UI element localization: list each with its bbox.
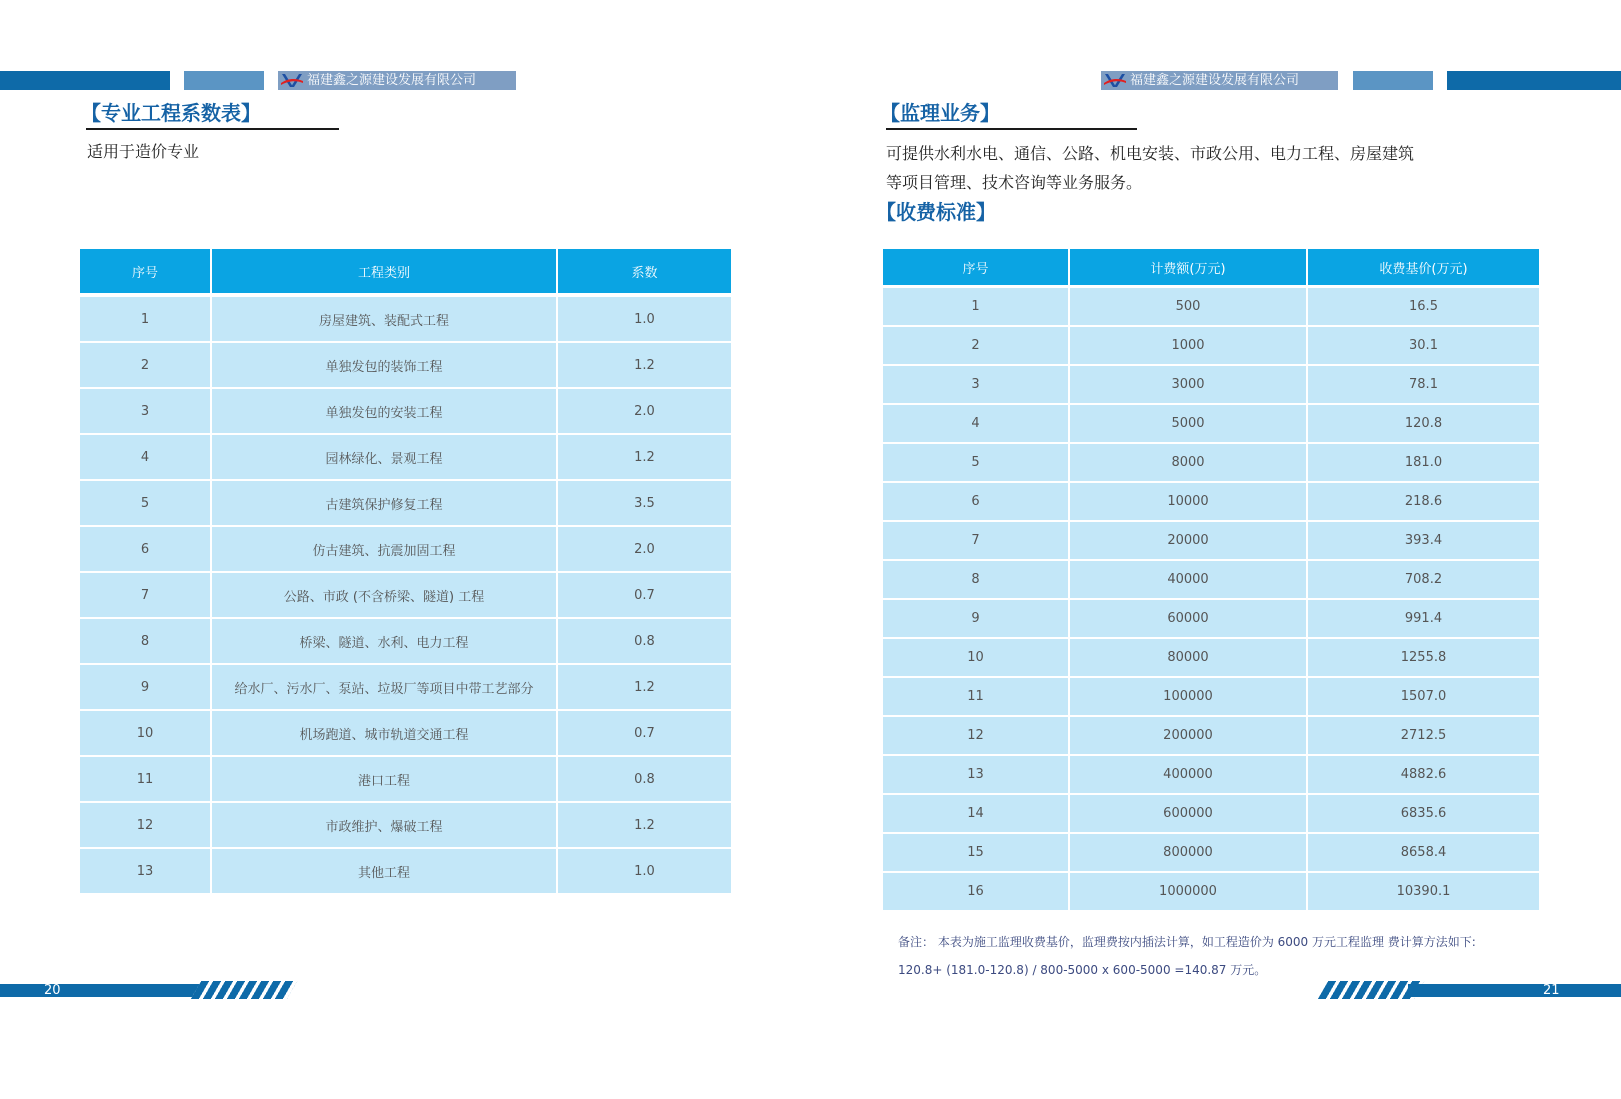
cell-coefficient: 2.0 [557, 526, 731, 572]
cell-index: 10 [883, 638, 1069, 677]
table-row [883, 872, 1539, 910]
fee-note-line2: 120.8+ (181.0-120.8) / 800-5000 x 600-5000 =140.87 万元。 [898, 963, 1267, 977]
cell-base-price: 2712.5 [1307, 716, 1539, 755]
cell-category: 单独发包的装饰工程 [211, 342, 557, 388]
table-row [883, 521, 1539, 560]
cell-coefficient: 1.2 [557, 664, 731, 710]
right-section-title: 【监理业务】 [880, 101, 1000, 125]
cell-base-price: 78.1 [1307, 365, 1539, 404]
cell-category: 给水厂、污水厂、泵站、垃圾厂等项目中带工艺部分 [211, 664, 557, 710]
cell-index: 5 [883, 443, 1069, 482]
cell-index: 3 [883, 365, 1069, 404]
cell-index: 15 [883, 833, 1069, 872]
cell-category: 港口工程 [211, 756, 557, 802]
cell-base-price: 30.1 [1307, 326, 1539, 365]
left-section-title: 【专业工程系数表】 [81, 101, 261, 125]
cell-coefficient: 0.8 [557, 618, 731, 664]
table-row [883, 755, 1539, 794]
cell-base-price: 4882.6 [1307, 755, 1539, 794]
fee-table-header [883, 249, 1539, 287]
table-row [80, 664, 731, 710]
service-description-line2: 等项目管理、技术咨询等业务服务。 [886, 173, 1143, 192]
page-number-left: 20 [44, 983, 61, 998]
cell-index: 11 [80, 756, 211, 802]
cell-index: 12 [883, 716, 1069, 755]
cell-amount: 500 [1069, 287, 1307, 327]
table-row [883, 482, 1539, 521]
cell-index: 9 [80, 664, 211, 710]
table-row [883, 833, 1539, 872]
cell-base-price: 8658.4 [1307, 833, 1539, 872]
cell-index: 13 [80, 848, 211, 893]
header-bar-right-mid [1353, 71, 1433, 90]
cell-coefficient: 0.7 [557, 572, 731, 618]
company-logo-icon [280, 72, 304, 89]
table-row [80, 802, 731, 848]
left-subtitle: 适用于造价专业 [87, 142, 200, 161]
cell-index: 3 [80, 388, 211, 434]
cell-base-price: 120.8 [1307, 404, 1539, 443]
fee-header-index: 序号 [883, 249, 1069, 287]
table-row [80, 480, 731, 526]
cell-index: 16 [883, 872, 1069, 910]
coef-header-coefficient: 系数 [557, 249, 731, 295]
right-title-underline [886, 128, 1137, 130]
cell-base-price: 181.0 [1307, 443, 1539, 482]
cell-index: 1 [80, 295, 211, 342]
cell-coefficient: 3.5 [557, 480, 731, 526]
fee-note-line1: 备注： 本表为施工监理收费基价，监理费按内插法计算，如工程造价为 6000 万元工程监理 费计算方法如下: [898, 935, 1476, 949]
cell-category: 机场跑道、城市轨道交通工程 [211, 710, 557, 756]
cell-base-price: 1507.0 [1307, 677, 1539, 716]
cell-index: 13 [883, 755, 1069, 794]
table-row [80, 295, 731, 342]
table-row [80, 756, 731, 802]
cell-category: 园林绿化、景观工程 [211, 434, 557, 480]
cell-index: 2 [883, 326, 1069, 365]
cell-index: 9 [883, 599, 1069, 638]
cell-category: 公路、市政 (不含桥梁、隧道) 工程 [211, 572, 557, 618]
company-name-left: 福建鑫之源建设发展有限公司 [307, 73, 477, 88]
cell-coefficient: 2.0 [557, 388, 731, 434]
table-row [883, 638, 1539, 677]
cell-base-price: 991.4 [1307, 599, 1539, 638]
table-row [80, 342, 731, 388]
footer-stripes-left [191, 981, 297, 999]
cell-index: 2 [80, 342, 211, 388]
table-row [80, 710, 731, 756]
table-row [883, 560, 1539, 599]
table-row [883, 404, 1539, 443]
cell-coefficient: 1.0 [557, 848, 731, 893]
table-row [80, 434, 731, 480]
service-description-line1: 可提供水利水电、通信、公路、机电安装、市政公用、电力工程、房屋建筑 [886, 144, 1415, 163]
cell-amount: 60000 [1069, 599, 1307, 638]
coef-header-index: 序号 [80, 249, 211, 295]
cell-amount: 10000 [1069, 482, 1307, 521]
cell-index: 4 [883, 404, 1069, 443]
cell-amount: 5000 [1069, 404, 1307, 443]
cell-amount: 800000 [1069, 833, 1307, 872]
coefficient-table-header [80, 249, 731, 295]
cell-index: 14 [883, 794, 1069, 833]
cell-amount: 3000 [1069, 365, 1307, 404]
table-row [80, 526, 731, 572]
cell-coefficient: 0.8 [557, 756, 731, 802]
footer-bar-left [0, 984, 208, 997]
cell-amount: 8000 [1069, 443, 1307, 482]
table-row [883, 794, 1539, 833]
cell-coefficient: 0.7 [557, 710, 731, 756]
cell-index: 6 [883, 482, 1069, 521]
cell-coefficient: 1.0 [557, 295, 731, 342]
table-row [80, 618, 731, 664]
cell-coefficient: 1.2 [557, 802, 731, 848]
cell-amount: 1000 [1069, 326, 1307, 365]
cell-category: 市政维护、爆破工程 [211, 802, 557, 848]
cell-index: 6 [80, 526, 211, 572]
cell-index: 8 [80, 618, 211, 664]
header-bar-left-mid [184, 71, 264, 90]
cell-category: 古建筑保护修复工程 [211, 480, 557, 526]
cell-base-price: 6835.6 [1307, 794, 1539, 833]
cell-category: 桥梁、隧道、水利、电力工程 [211, 618, 557, 664]
table-row [883, 716, 1539, 755]
cell-index: 7 [883, 521, 1069, 560]
fee-header-amount: 计费额(万元) [1069, 249, 1307, 287]
table-row [883, 287, 1539, 327]
cell-index: 7 [80, 572, 211, 618]
cell-amount: 80000 [1069, 638, 1307, 677]
fee-header-base-price: 收费基价(万元) [1307, 249, 1539, 287]
cell-index: 8 [883, 560, 1069, 599]
table-row [80, 388, 731, 434]
cell-index: 10 [80, 710, 211, 756]
cell-base-price: 1255.8 [1307, 638, 1539, 677]
cell-base-price: 218.6 [1307, 482, 1539, 521]
cell-index: 12 [80, 802, 211, 848]
table-row [883, 677, 1539, 716]
cell-category: 单独发包的安装工程 [211, 388, 557, 434]
table-row [883, 365, 1539, 404]
table-row [883, 326, 1539, 365]
cell-amount: 20000 [1069, 521, 1307, 560]
table-row [883, 443, 1539, 482]
fee-table [883, 249, 1539, 910]
header-brand-right [1101, 71, 1338, 90]
left-title-underline [86, 128, 339, 130]
cell-amount: 600000 [1069, 794, 1307, 833]
cell-base-price: 10390.1 [1307, 872, 1539, 910]
cell-base-price: 16.5 [1307, 287, 1539, 327]
coefficient-table [80, 249, 731, 893]
company-name-right: 福建鑫之源建设发展有限公司 [1130, 73, 1300, 88]
table-row [80, 572, 731, 618]
cell-coefficient: 1.2 [557, 342, 731, 388]
coef-header-category: 工程类别 [211, 249, 557, 295]
cell-index: 4 [80, 434, 211, 480]
cell-index: 11 [883, 677, 1069, 716]
cell-amount: 200000 [1069, 716, 1307, 755]
table-row [80, 848, 731, 893]
cell-base-price: 393.4 [1307, 521, 1539, 560]
cell-amount: 100000 [1069, 677, 1307, 716]
cell-index: 5 [80, 480, 211, 526]
fee-standard-title: 【收费标准】 [876, 200, 996, 224]
cell-base-price: 708.2 [1307, 560, 1539, 599]
cell-coefficient: 1.2 [557, 434, 731, 480]
cell-category: 房屋建筑、装配式工程 [211, 295, 557, 342]
table-row [883, 599, 1539, 638]
header-bar-left-dark [0, 71, 170, 90]
footer-bar-right [1408, 984, 1621, 997]
cell-amount: 400000 [1069, 755, 1307, 794]
cell-category: 仿古建筑、抗震加固工程 [211, 526, 557, 572]
cell-index: 1 [883, 287, 1069, 327]
cell-category: 其他工程 [211, 848, 557, 893]
header-brand-left [278, 71, 516, 90]
page-number-right: 21 [1543, 983, 1560, 998]
cell-amount: 1000000 [1069, 872, 1307, 910]
company-logo-icon [1103, 72, 1127, 89]
cell-amount: 40000 [1069, 560, 1307, 599]
header-bar-right-dark [1447, 71, 1621, 90]
